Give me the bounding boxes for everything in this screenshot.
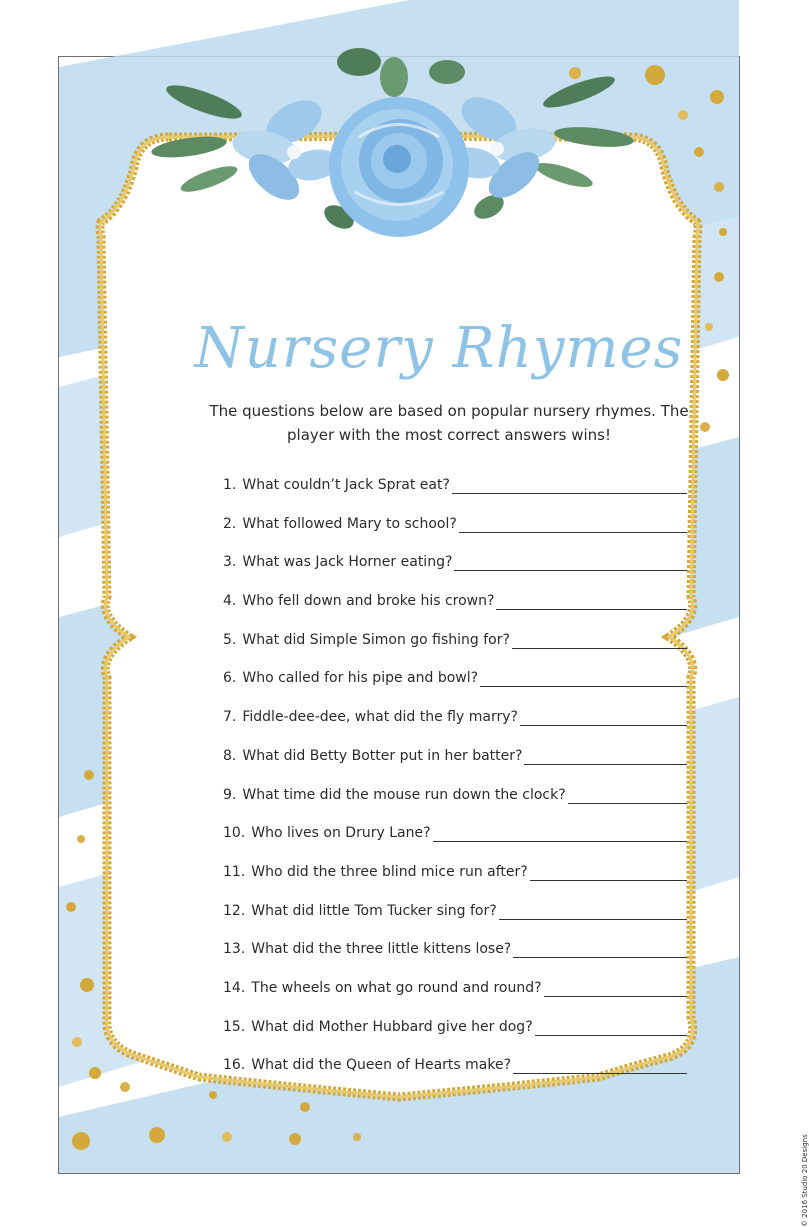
gold-confetti-dot	[149, 1127, 165, 1143]
blue-lily-icon	[230, 91, 343, 208]
question-row	[223, 980, 693, 1019]
answer-line[interactable]	[499, 903, 687, 920]
copyright-text: © 2016 Studio 20 Designs	[801, 1134, 809, 1227]
question-number: 9.	[223, 786, 237, 803]
question-number: 12.	[223, 902, 246, 919]
answer-line[interactable]	[520, 709, 687, 726]
question-text: What followed Mary to school?	[242, 515, 457, 532]
gold-confetti-dot	[700, 422, 710, 432]
answer-line[interactable]	[452, 477, 687, 494]
game-card	[58, 56, 809, 1227]
answer-line[interactable]	[512, 632, 687, 649]
answer-line[interactable]	[535, 1019, 687, 1036]
question-text: The wheels on what go round and round?	[251, 979, 542, 996]
answer-line[interactable]	[454, 554, 687, 571]
question-text: What did Mother Hubbard give her dog?	[251, 1018, 533, 1035]
floral-arrangement	[59, 57, 739, 317]
question-row	[223, 670, 693, 709]
answer-line[interactable]	[496, 593, 687, 610]
gold-confetti-dot	[353, 1133, 361, 1141]
gold-confetti-dot	[84, 770, 94, 780]
question-text: Who did the three blind mice run after?	[251, 863, 528, 880]
question-row	[223, 593, 693, 632]
page-title: Nursery Rhymes	[194, 316, 684, 381]
question-number: 4.	[223, 593, 237, 610]
question-number: 3.	[223, 554, 237, 571]
question-row	[223, 864, 693, 903]
question-number: 6.	[223, 670, 237, 687]
watercolor-blue-rose-icon	[329, 97, 469, 237]
intro-text: The questions below are based on popular nursery rhymes. The player with the most correct answers wins!	[209, 402, 689, 444]
gold-confetti-dot	[80, 978, 94, 992]
question-text: Fiddle-dee-dee, what did the fly marry?	[242, 709, 518, 726]
question-text: Who called for his pipe and bowl?	[242, 670, 479, 687]
question-text: What did Betty Botter put in her batter?	[242, 747, 523, 764]
question-text: What was Jack Horner eating?	[242, 554, 453, 571]
answer-line[interactable]	[480, 670, 687, 687]
question-number: 15.	[223, 1018, 246, 1035]
question-number: 7.	[223, 709, 237, 726]
question-text: What couldn’t Jack Sprat eat?	[242, 477, 450, 493]
question-row	[223, 787, 693, 826]
question-list	[223, 477, 693, 1096]
gold-confetti-dot	[209, 1091, 217, 1099]
question-number: 11.	[223, 863, 246, 880]
answer-line[interactable]	[513, 941, 687, 958]
question-text: Who fell down and broke his crown?	[242, 593, 495, 610]
gold-confetti-dot	[89, 1067, 101, 1079]
question-row	[223, 516, 693, 555]
gold-confetti-dot	[222, 1132, 232, 1142]
gold-confetti-dot	[300, 1102, 310, 1112]
question-text: What did the three little kittens lose?	[251, 941, 512, 958]
question-row	[223, 632, 693, 671]
gold-confetti-dot	[289, 1133, 301, 1145]
question-row	[223, 709, 693, 748]
question-text: What did the Queen of Hearts make?	[251, 1057, 512, 1074]
question-number: 5.	[223, 631, 237, 648]
gold-confetti-dot	[77, 835, 85, 843]
question-number: 13.	[223, 941, 246, 958]
question-number: 1.	[223, 477, 237, 493]
answer-line[interactable]	[544, 980, 687, 997]
answer-line[interactable]	[513, 1057, 687, 1074]
gold-confetti-dot	[120, 1082, 130, 1092]
question-row	[223, 941, 693, 980]
answer-line[interactable]	[459, 516, 687, 533]
question-row	[223, 748, 693, 787]
question-row	[223, 1057, 693, 1096]
question-number: 8.	[223, 747, 237, 764]
answer-line[interactable]	[524, 748, 687, 765]
answer-line[interactable]	[530, 864, 687, 881]
question-number: 10.	[223, 825, 246, 842]
question-number: 2.	[223, 515, 237, 532]
answer-line[interactable]	[433, 825, 687, 842]
question-row	[223, 554, 693, 593]
question-text: What did little Tom Tucker sing for?	[251, 902, 497, 919]
question-row	[223, 1019, 693, 1058]
gold-confetti-dot	[72, 1132, 90, 1150]
gold-confetti-dot	[66, 902, 76, 912]
question-row	[223, 903, 693, 942]
question-number: 14.	[223, 979, 246, 996]
question-number: 16.	[223, 1057, 246, 1074]
question-text: What time did the mouse run down the clock?	[242, 786, 566, 803]
question-row	[223, 825, 693, 864]
question-row	[223, 477, 693, 516]
answer-line[interactable]	[568, 787, 687, 804]
question-text: Who lives on Drury Lane?	[251, 825, 431, 842]
question-text: What did Simple Simon go fishing for?	[242, 631, 510, 648]
gold-confetti-dot	[72, 1037, 82, 1047]
